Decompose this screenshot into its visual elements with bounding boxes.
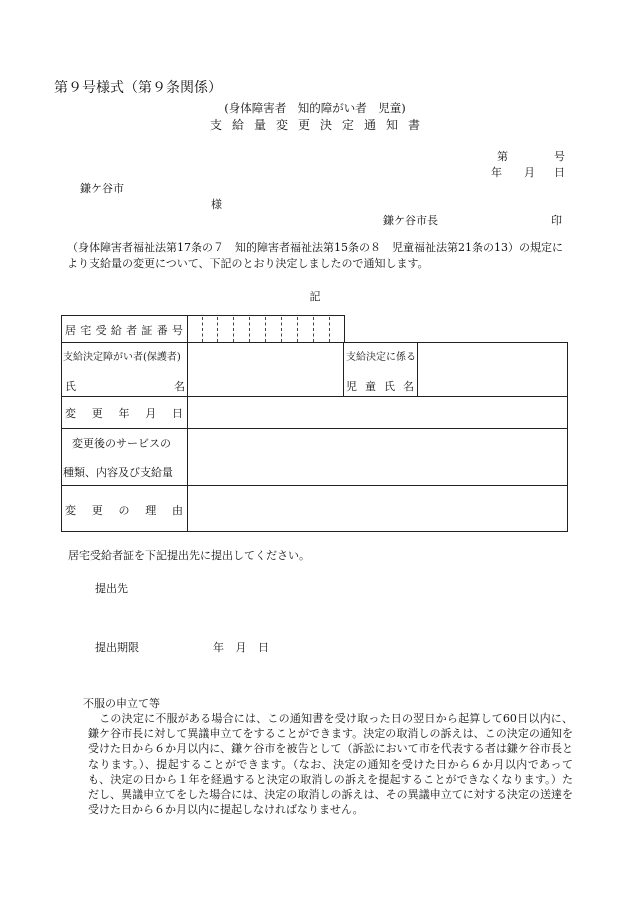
destination-label: 提出先 [95, 582, 128, 595]
child-decision-label: 支給決定に係る [346, 352, 416, 363]
seal-mark: 印 [551, 214, 562, 227]
service-label-line1: 変更後のサービスの [72, 437, 171, 450]
deadline-date: 年 月 日 [213, 641, 269, 654]
addressee-city: 鎌ケ谷市 [80, 182, 124, 195]
number-go: 号 [554, 150, 565, 163]
objection-text: この決定に不服がある場合には、この通知書を受け取った日の翌日から起算して60日以内に、鎌ケ谷市長に対して異議申立てをすることができます。決定の取消しの訴えは、この決定の通知を受けた日から６か月以内に、鎌ケ谷市を被告として（訴訟において市を代表する者は鎌ケ谷市長となります。）、提起することができます。（なお、決定の通知を受けた日から６か月以内であっても、決定の日から１年を経過すると決定の取消しの訴えを提起することができなくなります。）ただし、異議申立てをした場合には、決定の取消しの訴えは、その異議申立てに対する決定の送達を受けた日から６か月以内に提起しなければなりません。 [88, 712, 573, 817]
objection-heading: 不服の申立て等 [83, 697, 160, 710]
name-label-left: 氏 [65, 380, 76, 393]
decision-person-label: 支給決定障がい者(保護者) [63, 352, 181, 363]
date-year: 年 [491, 166, 502, 179]
number-dai: 第 [497, 150, 508, 163]
deadline-label: 提出期限 [95, 641, 139, 654]
service-label-line2: 種類、内容及び支給量 [63, 466, 173, 479]
addressee-honorific: 様 [211, 198, 222, 211]
notice-body: （身体障害者福祉法第17条の７ 知的障害者福祉法第15条の８ 児童福祉法第21条の13）の規定により支給量の変更について、下記のとおり決定しましたので通知します。 [67, 241, 563, 270]
change-date-label: 変 更 年 月 日 [65, 407, 183, 420]
name-label-right: 名 [174, 380, 185, 393]
date-day: 日 [554, 166, 565, 179]
ki-heading: 記 [309, 290, 321, 303]
issuer-mayor: 鎌ケ谷市長 [383, 214, 438, 227]
form-subtitle: (身体障害者 知的障がい者 児童) [224, 101, 406, 115]
submit-instruction: 居宅受給者証を下記提出先に提出してください。 [68, 549, 310, 562]
form-title: 支給量変更決定通知書 [209, 118, 430, 132]
child-name-label: 児 童 氏 名 [346, 380, 414, 393]
recipient-number-label: 居 宅 受 給 者 証 番 号 [65, 324, 183, 337]
form-number: 第９号様式（第９条関係） [54, 80, 222, 96]
date-month: 月 [524, 166, 535, 179]
reason-label: 変 更 の 理 由 [65, 504, 183, 517]
